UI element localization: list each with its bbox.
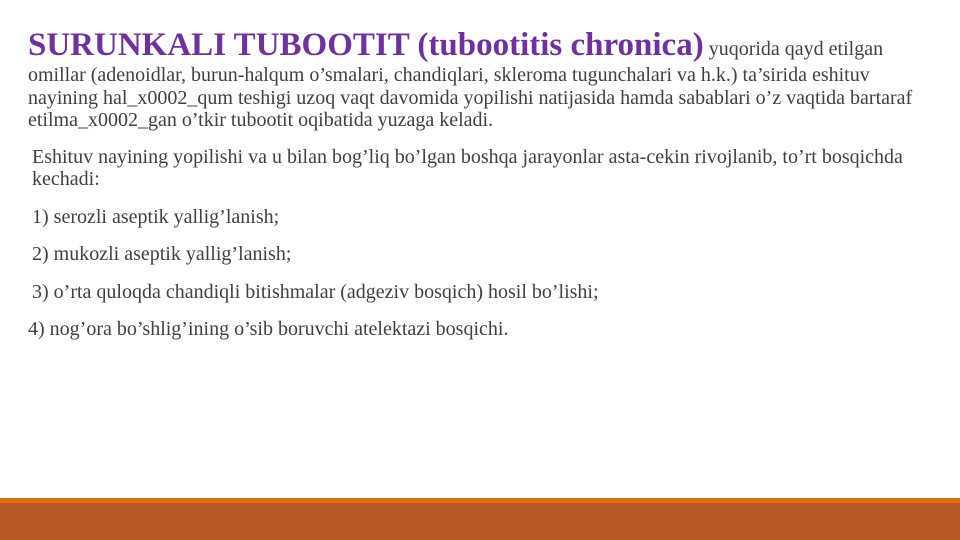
intro-paragraph: Eshituv nayining yopilishi va u bilan bog’liq bo’lgan boshqa jarayonlar asta-cekin rivojlanib, to’rt bosqichda kechadi: bbox=[32, 145, 903, 190]
heading-continuation: yuqorida qayd etilgan omillar (adenoidlar, burun-halqum o’smalari, chandiqlari, skleroma tugunchalari va h.k.) ta’sirida eshituv nayining hal_x0002_qum teshigi uzoq vaqt davomida yopilishi natijasida hamda sabablari o’z vaqtida bartaraf etilma_x0002_gan o’tkir tubootit oqibatida yuzaga keladi. bbox=[28, 38, 913, 131]
stage-item-4: 4) nog’ora bo’shlig’ining o’sib boruvchi atelektazi bosqichi. bbox=[28, 318, 509, 340]
heading-paragraph bbox=[28, 26, 933, 132]
stage-item-3: 3) o’rta quloqda chandiqli bitishmalar (adgeziv bosqich) hosil bo’lishi; bbox=[32, 280, 599, 303]
slide-title: SURUNKALI TUBOOTIT (tubootitis chronica) bbox=[28, 27, 704, 63]
stage-item-2: 2) mukozli aseptik yallig’lanish; bbox=[32, 243, 292, 265]
slide-content bbox=[28, 26, 933, 341]
stage-item-1: 1) serozli aseptik yallig’lanish; bbox=[32, 205, 280, 228]
footer-accent-bar bbox=[0, 503, 960, 540]
